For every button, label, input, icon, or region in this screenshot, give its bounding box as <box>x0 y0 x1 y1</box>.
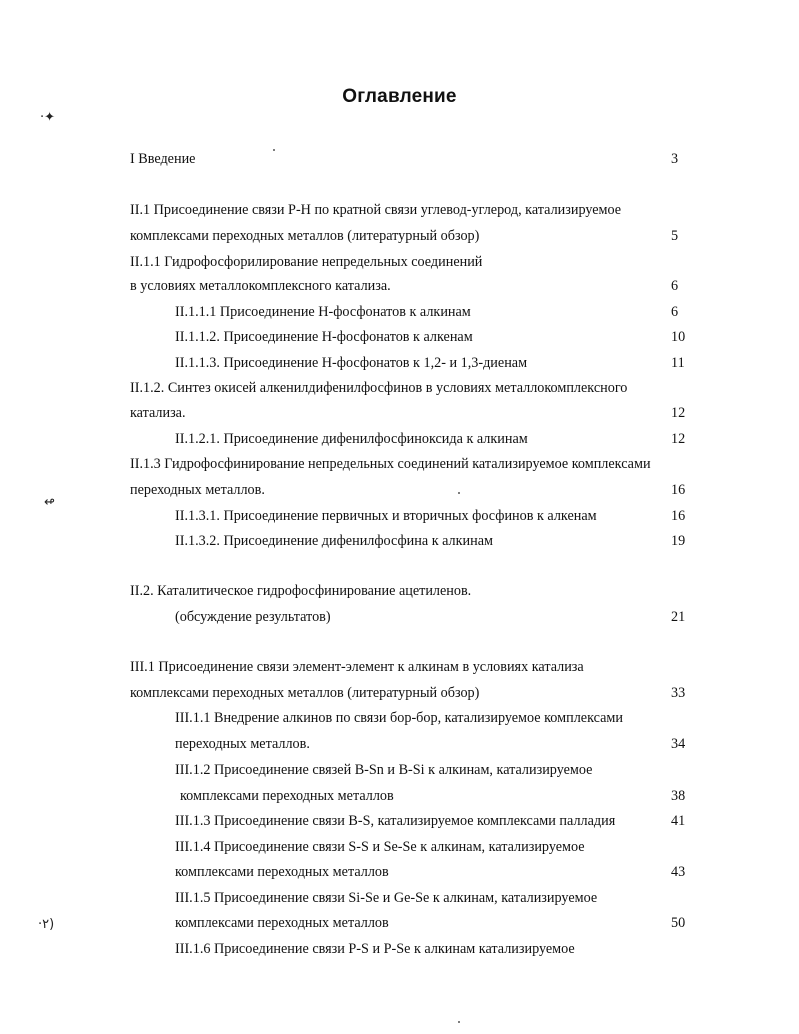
scan-speck <box>458 1021 460 1023</box>
toc-page-number: 12 <box>671 431 686 447</box>
toc-entry <box>0 759 799 781</box>
toc-page-number: 50 <box>671 915 686 931</box>
toc-entry-text: комплексами переходных металлов (литературный обзор) <box>130 685 480 701</box>
toc-entry <box>0 275 799 297</box>
toc-entry <box>0 707 799 729</box>
scan-speck <box>458 492 460 494</box>
toc-page-number: 12 <box>671 405 686 421</box>
toc-entry-text: переходных металлов. <box>175 736 310 752</box>
toc-entry-text: II.1.3 Гидрофосфинирование непредельных соединений катализируемое комплексами <box>130 456 651 472</box>
toc-entry-text: переходных металлов. <box>130 482 265 498</box>
margin-mark: ↫ <box>44 495 55 510</box>
toc-page-number: 16 <box>671 482 686 498</box>
page-title: Оглавление <box>342 86 457 107</box>
toc-page-number: 21 <box>671 609 686 625</box>
scan-speck <box>273 149 275 151</box>
toc-entry-text: комплексами переходных металлов (литературный обзор) <box>130 228 480 244</box>
toc-entry <box>0 251 799 273</box>
toc-entry-text: комплексами переходных металлов <box>180 788 394 804</box>
toc-entry <box>0 938 799 960</box>
toc-entry-text: III.1.2 Присоединение связей B-Sn и B-Si к алкинам, катализируемое <box>175 762 593 778</box>
toc-entry-text: III.1.1 Внедрение алкинов по связи бор-бор, катализируемое комплексами <box>175 710 623 726</box>
toc-page-number: 41 <box>671 813 686 829</box>
toc-entry <box>0 861 799 883</box>
toc-entry <box>0 352 799 374</box>
toc-entry <box>0 479 799 501</box>
toc-entry-text: II.1.3.1. Присоединение первичных и вторичных фосфинов к алкенам <box>175 508 597 524</box>
toc-entry-text: II.2. Каталитическое гидрофосфинирование ацетиленов. <box>130 583 472 599</box>
toc-entry-text: II.1 Присоединение связи Р-Н по кратной связи углевод-углерод, катализируемое <box>130 202 622 218</box>
toc-entry-text: II.1.1 Гидрофосфорилирование непредельных соединений <box>130 254 483 270</box>
toc-page-number: 16 <box>671 508 686 524</box>
toc-entry-text: II.1.1.2. Присоединение Н-фосфонатов к алкенам <box>175 329 473 345</box>
toc-entry-text: I Введение <box>130 151 196 167</box>
toc-entry <box>0 580 799 602</box>
toc-entry-text: в условиях металлокомплексного катализа. <box>130 278 391 294</box>
toc-entry-text: III.1.4 Присоединение связи S-S и Se-Se к алкинам, катализируемое <box>175 839 585 855</box>
toc-page-number: 34 <box>671 736 686 752</box>
toc-entry <box>0 148 799 170</box>
toc-page-number: 10 <box>671 329 686 345</box>
toc-entry-text: комплексами переходных металлов <box>175 864 389 880</box>
toc-page-number: 33 <box>671 685 686 701</box>
toc-entry <box>0 733 799 755</box>
toc-entry <box>0 656 799 678</box>
toc-page-number: 6 <box>671 304 679 320</box>
toc-entry-text: III.1.6 Присоединение связи P-S и P-Se к алкинам катализируемое <box>175 941 575 957</box>
toc-entry-text: катализа. <box>130 405 186 421</box>
toc-entry <box>0 836 799 858</box>
toc-page-number: 38 <box>671 788 686 804</box>
toc-entry <box>0 505 799 527</box>
toc-entry <box>0 402 799 424</box>
toc-entry-text: (обсуждение результатов) <box>175 609 331 625</box>
toc-entry-text: II.1.2. Синтез окисей алкенилдифенилфосфинов в условиях металлокомплексного <box>130 380 628 396</box>
toc-entry <box>0 887 799 909</box>
toc-page-number: 3 <box>671 151 679 167</box>
toc-entry <box>0 301 799 323</box>
toc-entry-text: комплексами переходных металлов <box>175 915 389 931</box>
toc-entry <box>0 810 799 832</box>
toc-entry-text: III.1.5 Присоединение связи Si-Se и Ge-Se к алкинам, катализируемое <box>175 890 598 906</box>
toc-entry <box>0 606 799 628</box>
margin-mark: ·✦ <box>40 110 56 125</box>
toc-entry <box>0 428 799 450</box>
toc-entry <box>0 377 799 399</box>
toc-entry <box>0 326 799 348</box>
toc-entry-text: II.1.2.1. Присоединение дифенилфосфиноксида к алкинам <box>175 431 528 447</box>
toc-entry-text: III.1.3 Присоединение связи B-S, катализируемое комплексами палладия <box>175 813 616 829</box>
toc-entry <box>0 682 799 704</box>
toc-page-number: 19 <box>671 533 686 549</box>
toc-entry <box>0 912 799 934</box>
toc-page-number: 43 <box>671 864 686 880</box>
toc-entry <box>0 453 799 475</box>
toc-page-number: 6 <box>671 278 679 294</box>
toc-page-number: 11 <box>671 355 685 371</box>
toc-entry-text: III.1 Присоединение связи элемент-элемент к алкинам в условиях катализа <box>130 659 584 675</box>
toc-page-number: 5 <box>671 228 679 244</box>
toc-entry <box>0 225 799 247</box>
toc-entry <box>0 530 799 552</box>
margin-mark: ·٢) <box>38 917 55 932</box>
toc-entry-text: II.1.1.1 Присоединение Н-фосфонатов к алкинам <box>175 304 471 320</box>
toc-entry-text: II.1.1.3. Присоединение Н-фосфонатов к 1,2- и 1,3-диенам <box>175 355 528 371</box>
toc-entry-text: II.1.3.2. Присоединение дифенилфосфина к алкинам <box>175 533 493 549</box>
toc-entry <box>0 199 799 221</box>
toc-entry <box>0 785 799 807</box>
